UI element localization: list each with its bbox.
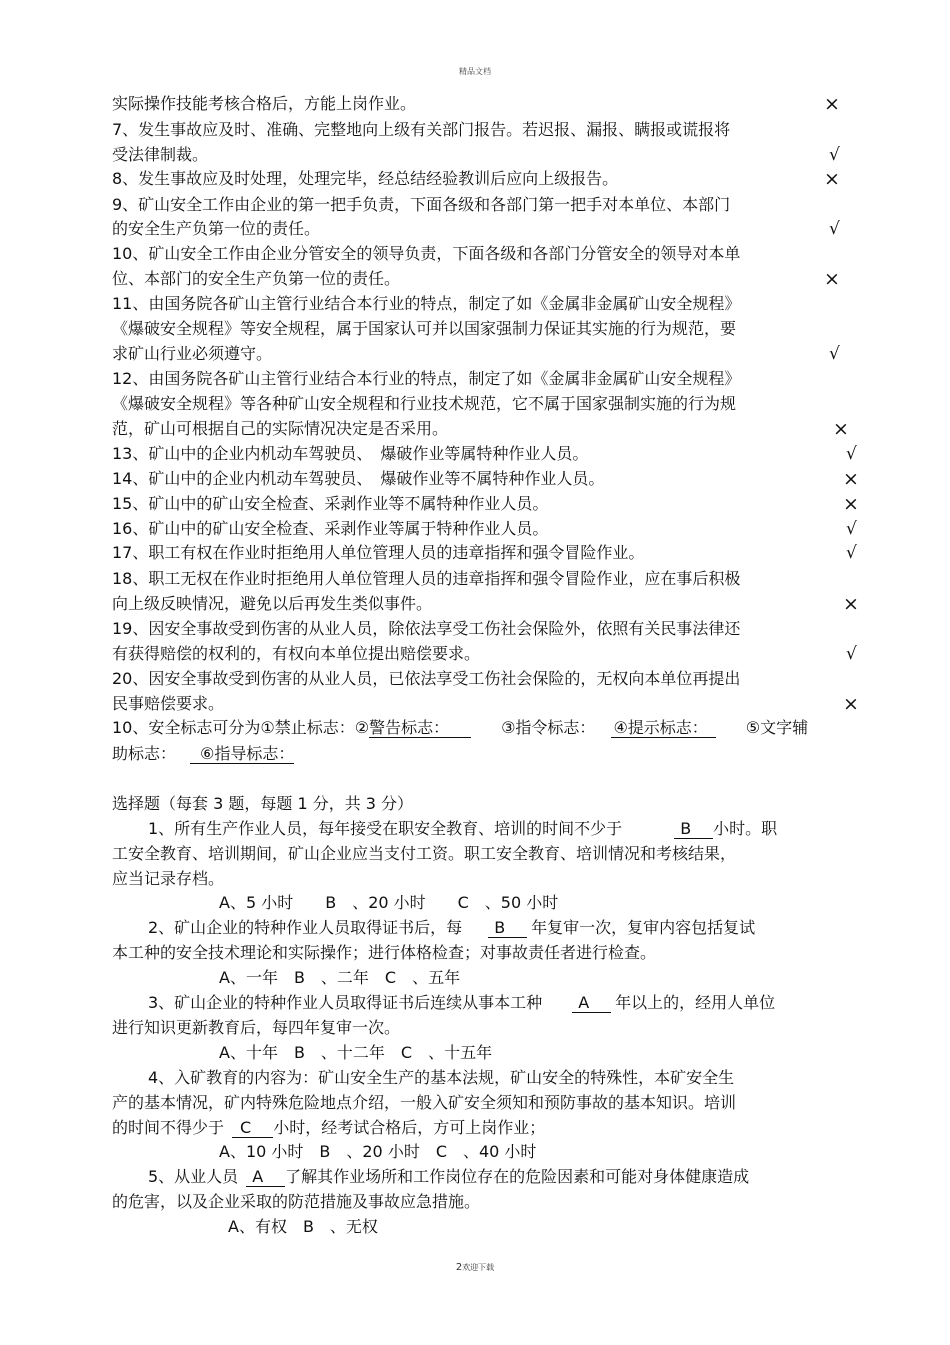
footer-note: 欢迎下载 [462,1263,495,1272]
statement-line: 向上级反映情况，避免以后再发生类似事件。 [112,594,433,613]
signs-text: ⑤文字辅 [745,718,809,737]
question-text: 1、所有生产作业人员，每年接受在职安全教育、培训的时间不少于 [148,819,623,838]
question-text: 了解其作业场所和工作岗位存在的危险因素和可能对身体健康造成 [285,1167,750,1186]
question-text: 年复审一次，复审内容包括复试 [531,918,756,937]
correct-mark: √ [846,543,857,563]
statement-line: 15、矿山中的矿山安全检查、采剥作业等不属特种作业人员。 [112,494,549,513]
correct-mark: √ [846,519,857,539]
statement-line: 受法律制裁。 [112,145,209,164]
statement-line: 民事赔偿要求。 [112,694,225,713]
statement-line: 范，矿山可根据自己的实际情况决定是否采用。 [112,419,449,438]
statement-line: 实际操作技能考核合格后，方能上岗作业。 [112,94,417,113]
question-line: 的危害，以及企业采取的防范措施及事故应急措施。 [112,1192,481,1211]
page-footer [0,1262,950,1273]
statement-line: 求矿山行业必须遵守。 [112,344,273,363]
options-line: A、十年 B 、十二年 C 、十五年 [219,1043,493,1062]
signs-question-line [112,718,808,738]
question-line: 工安全教育、培训期间，矿山企业应当支付工资。职工安全教育、培训情况和考核结果， [112,844,737,863]
question-text: 小时，经考试合格后，方可上岗作业； [273,1118,546,1137]
statement-line: 12、由国务院各矿山主管行业结合本行业的特点，制定了如《金属非金属矿山安全规程》 [112,369,741,388]
question-line: 4、入矿教育的内容为：矿山安全生产的基本法规，矿山安全的特殊性，本矿安全生 [148,1068,735,1087]
question-text: 年以上的，经用人单位 [615,993,776,1012]
question-text: 的时间不得少于 [112,1118,225,1137]
wrong-mark: × [843,493,859,515]
page-header: 精品文档 [459,67,491,76]
wrong-mark: × [824,268,840,290]
wrong-mark: × [824,168,840,190]
wrong-mark: × [824,93,840,115]
options-line: A、10 小时 B 、20 小时 C 、40 小时 [219,1142,537,1161]
statement-line: 有获得赔偿的权利的，有权向本单位提出赔偿要求。 [112,644,481,663]
question-line [112,1118,545,1138]
question-line [148,819,777,839]
statement-line: 《爆破安全规程》等安全规程，属于国家认可并以国家强制力保证其实施的行为规范，要 [112,319,737,338]
page-number: 2 [455,1262,463,1273]
wrong-mark: × [833,418,849,440]
answer-blank: A [572,994,611,1013]
question-line [148,1167,749,1187]
answer-blank: A [246,1168,285,1187]
options-line: A、有权 B 、无权 [228,1217,378,1236]
correct-mark: √ [846,444,857,464]
options-line: A、5 小时 B 、20 小时 C 、50 小时 [219,893,559,912]
correct-mark: √ [846,644,857,664]
statement-line: 18、职工无权在作业时拒绝用人单位管理人员的违章指挥和强令冒险作业，应在事后积极 [112,569,741,588]
statement-line: 9、矿山安全工作由企业的第一把手负责，下面各级和各部门第一把手对本单位、本部门 [112,195,731,214]
statement-line: 19、因安全事故受到伤害的从业人员，除依法享受工伤社会保险外，依照有关民事法律还 [112,619,741,638]
answer-blank: B [674,820,713,839]
signs-text: 助标志： [112,744,177,763]
statement-line: 7、发生事故应及时、准确、完整地向上级有关部门报告。若迟报、漏报、瞒报或谎报将 [112,120,731,139]
signs-prefix: 10、安全标志可分为①禁止标志：② [112,718,370,737]
signs-text: ③指令标志： [501,718,596,737]
wrong-mark: × [843,693,859,715]
options-line: A、一年 B 、二年 C 、五年 [219,968,461,987]
answer-blank: ④提示标志： [611,719,715,738]
answer-blank: B [488,919,527,938]
question-line: 产的基本情况，矿内特殊危险地点介绍，一般入矿安全须知和预防事故的基本知识。培训 [112,1093,737,1112]
statement-line: 8、发生事故应及时处理，处理完毕，经总结经验教训后应向上级报告。 [112,169,619,188]
correct-mark: √ [829,344,840,364]
signs-question-line [112,744,294,764]
question-line [148,993,775,1013]
statement-line: 位、本部门的安全生产负第一位的责任。 [112,269,401,288]
statement-line: 16、矿山中的矿山安全检查、采剥作业等属于特种作业人员。 [112,519,549,538]
statement-line: 10、矿山安全工作由企业分管安全的领导负责，下面各级和各部门分管安全的领导对本单 [112,244,741,263]
question-line: 本工种的安全技术理论和实际操作；进行体格检查；对事故责任者进行检查。 [112,943,657,962]
question-text: 2、矿山企业的特种作业人员取得证书后，每 [148,918,463,937]
answer-blank: ⑥指导标志： [190,745,294,764]
statement-line: 17、职工有权在作业时拒绝用人单位管理人员的违章指挥和强令冒险作业。 [112,543,645,562]
question-line: 进行知识更新教育后，每四年复审一次。 [112,1018,401,1037]
question-text: 小时。职 [713,819,778,838]
question-line: 应当记录存档。 [112,869,225,888]
correct-mark: √ [829,219,840,239]
statement-line: 的安全生产负第一位的责任。 [112,219,321,238]
question-text: 3、矿山企业的特种作业人员取得证书后连续从事本工种 [148,993,543,1012]
statement-line: 20、因安全事故受到伤害的从业人员，已依法享受工伤社会保险的，无权向本单位再提出 [112,669,741,688]
section-title: 选择题（每套 3 题，每题 1 分，共 3 分） [112,794,414,813]
answer-blank: C [232,1119,273,1138]
answer-blank: 警告标志： [369,719,471,738]
question-line [148,918,755,938]
statement-line: 《爆破安全规程》等各种矿山安全规程和行业技术规范，它不属于国家强制实施的行为规 [112,394,737,413]
question-text: 5、从业人员 [148,1167,239,1186]
statement-line: 14、矿山中的企业内机动车驾驶员、 爆破作业等不属特种作业人员。 [112,469,605,488]
statement-line: 13、矿山中的企业内机动车驾驶员、 爆破作业等属特种作业人员。 [112,444,589,463]
statement-line: 11、由国务院各矿山主管行业结合本行业的特点，制定了如《金属非金属矿山安全规程》 [112,294,741,313]
wrong-mark: × [843,468,859,490]
wrong-mark: × [843,593,859,615]
correct-mark: √ [829,145,840,165]
